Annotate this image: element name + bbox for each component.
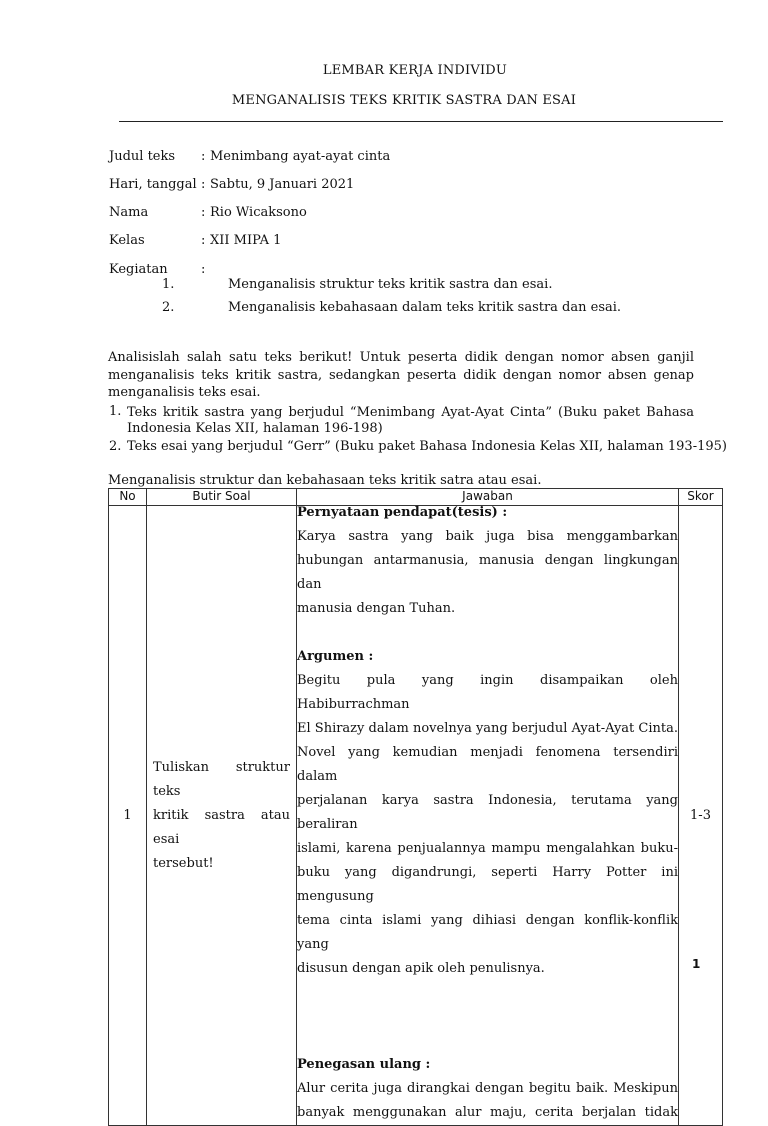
instruction-item-text-cont: Indonesia Kelas XII, halaman 196-198) [127,421,383,436]
instruction-line: menganalisis teks kritik sastra, sedangkan peserta didik dengan nomor absen genap [108,368,694,383]
kelas-colon: : [201,233,206,248]
kegiatan-item-text: Menganalisis kebahasaan dalam teks kritik sastra dan esai. [228,300,622,315]
header-skor: Skor [679,489,723,506]
question-line: kritik sastra atau esai [153,807,290,847]
argumen-line: El Shirazy dalam novelnya yang berjudul Ayat-Ayat Cinta. [297,721,678,736]
question-line: tersebut! [153,855,214,871]
argumen-line: tema cinta islami yang dihiasi dengan konflik-konflik yang [297,913,678,952]
header-butir-soal: Butir Soal [147,489,297,506]
instruction-item-number: 2. [109,439,122,454]
row-number-text: 1 [123,808,132,823]
instruction-line: Analisislah salah satu teks berikut! Untuk peserta didik dengan nomor absen ganjil [108,350,694,365]
kelas-value: XII MIPA 1 [210,233,282,248]
row-number [109,506,147,1126]
nama-label: Nama [109,205,149,220]
table-row [109,506,723,1126]
header-divider [119,121,723,122]
score-value: 1-3 [690,808,711,823]
judul-value: Menimbang ayat-ayat cinta [210,149,391,164]
nama-colon: : [201,205,206,220]
judul-colon: : [201,149,206,164]
tesis-line: hubungan antarmanusia, manusia dengan lingkungan dan [297,553,678,592]
argumen-line: buku yang digandrungi, seperti Harry Potter ini mengusung [297,865,678,904]
kegiatan-colon: : [201,262,206,277]
kegiatan-item-number: 1. [162,277,175,292]
argumen-line: islami, karena penjualannya mampu mengalahkan buku- [297,841,678,856]
argumen-line: perjalanan karya sastra Indonesia, terutama yang beraliran [297,793,678,832]
hari-value: Sabtu, 9 Januari 2021 [210,177,355,192]
instruction-item-number: 1. [109,404,122,419]
question-line: Tuliskan struktur teks [153,759,290,799]
tesis-line: manusia dengan Tuhan. [297,601,456,616]
kegiatan-item-number: 2. [162,300,175,315]
instruction-item-text: Teks kritik sastra yang berjudul “Menimbang Ayat-Ayat Cinta” (Buku paket Bahasa [127,405,694,420]
hari-colon: : [201,177,206,192]
analysis-table [108,488,723,1126]
table-caption: Menganalisis struktur dan kebahasaan teks kritik satra atau esai. [108,473,542,488]
instruction-item-text: Teks esai yang berjudul “Gerr” (Buku paket Bahasa Indonesia Kelas XII, halaman 193-195) [127,439,727,454]
kelas-label: Kelas [109,233,145,248]
penegasan-line: Alur cerita juga dirangkai dengan begitu baik. Meskipun [297,1081,678,1096]
header-jawaban: Jawaban [297,489,679,506]
tesis-line: Karya sastra yang baik juga bisa menggambarkan [297,529,678,544]
penegasan-heading: Penegasan ulang : [297,1057,431,1072]
question-cell [147,506,297,1126]
answer-cell [297,506,679,1126]
kegiatan-item-text: Menganalisis struktur teks kritik sastra dan esai. [228,277,553,292]
hari-label: Hari, tanggal [109,177,197,192]
argumen-line: Begitu pula yang ingin disampaikan oleh Habiburrachman [297,673,678,712]
score-cell [679,506,723,1126]
argumen-heading: Argumen : [297,649,374,664]
judul-label: Judul teks [109,149,176,164]
document-subtitle: MENGANALISIS TEKS KRITIK SASTRA DAN ESAI [231,93,577,108]
tesis-heading: Pernyataan pendapat(tesis) : [297,505,508,520]
argumen-line: Novel yang kemudian menjadi fenomena tersendiri dalam [297,745,678,784]
argumen-line: disusun dengan apik oleh penulisnya. [297,961,545,976]
instruction-line: menganalisis teks esai. [108,385,261,400]
page-number: 1 [692,957,701,971]
kegiatan-label: Kegiatan [109,262,168,277]
penegasan-line: banyak menggunakan alur maju, cerita berjalan tidak [297,1105,678,1120]
header-no: No [109,489,147,506]
nama-value: Rio Wicaksono [210,205,307,220]
document-title: LEMBAR KERJA INDIVIDU [322,63,508,78]
